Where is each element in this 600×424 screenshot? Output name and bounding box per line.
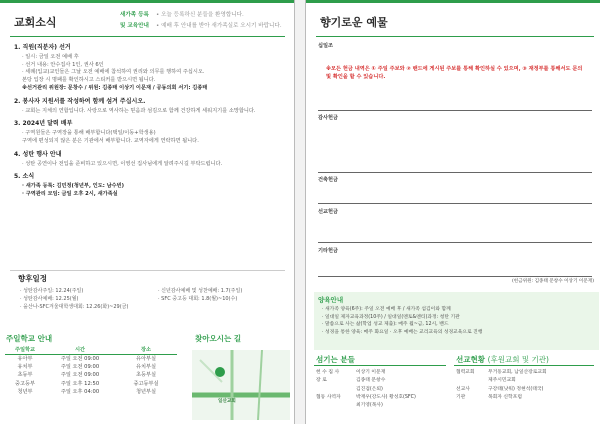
servers-names: 김진겸(은퇴) [356, 386, 383, 392]
schedule-block [20, 287, 290, 311]
page-title: 교회소식 [14, 16, 57, 29]
news-item-title: 2. 봉사자 지원서를 작성하여 함께 섬겨 주십시오. [14, 97, 146, 105]
servers-divider [314, 365, 446, 366]
servers-role: 헌 수 집 사 [316, 370, 340, 375]
schedule-item: · 신년감사예배 및 성찬예배: 1.7(주일) [158, 288, 243, 294]
nurture-line: · 일대일 제자교육과정(10주) / 일대일(멘토&멘티)과정: 청탄 기관 [322, 314, 460, 320]
servers-names: 최기영(목사) [356, 403, 383, 409]
news-item-title: 4. 성탄 행사 안내 [14, 150, 62, 158]
news-item-line: · 교회는 지체의 연합입니다. 사랑으로 역사하는 믿음과 섬김으로 함께 건강하게 세워지기를 소망합니다. [22, 107, 256, 114]
offering-notice: ※모든 헌금 내역은 ① 주일 주보와 ② 밴드에 게시된 주보를 통해 확인하실 수 있으며, ③ 재정부를 통해서도 문의 및 확인을 할 수 있습니다. [326, 66, 583, 80]
left-page [0, 0, 295, 424]
table-cell: 유치부실 [135, 363, 157, 370]
welcome-label: 및 교육안내 [120, 23, 149, 29]
news-item-line: · 세례(입교)교인들은 그날 오전 예배에 참석하여 권리와 의무를 행하여 주십시오. [22, 69, 205, 76]
servers-title: 섬기는 분들 [316, 355, 355, 364]
form-line [318, 110, 592, 111]
form-label-missions: 선교헌금 [318, 209, 339, 215]
form-line [318, 276, 592, 277]
table-header: 주일학교 [5, 345, 45, 355]
form-line [318, 172, 592, 173]
table-cell: 초등부 [17, 372, 33, 379]
table-cell: 청년부 [17, 389, 33, 396]
news-item-title: 5. 소식 [14, 173, 35, 181]
table-cell: 주일 오전 09:00 [60, 372, 100, 379]
table-header: 장소 [115, 345, 177, 355]
table-cell: 주일 오전 09:00 [60, 363, 100, 370]
servers-row [316, 386, 451, 394]
news-item-line: · 새가족 등록: 김민정(청년부, 인도: 남수빈) [22, 183, 125, 190]
schedule-item: · SFC 중고등 대회: 1.8(월)~10(수) [158, 296, 238, 302]
offering-counters: (헌금위원: 김종태 문창수 이상기 이문재) [512, 279, 594, 284]
form-label-tithe: 십일조 [318, 43, 334, 49]
mission-row [456, 377, 600, 385]
sunday-school-table [5, 345, 177, 397]
nurture-line: · 성경을 통한 양육: 매주 화요일 · 오후 예배는 교리교육의 성경교육으로 진행 [322, 329, 483, 335]
mission-category [456, 377, 488, 385]
location-map [192, 350, 290, 420]
mission-category: 기관 [456, 394, 466, 400]
mission-subtitle: (후원교회 및 기관) [487, 355, 549, 364]
servers-role [316, 402, 356, 410]
section-divider [10, 270, 285, 271]
right-page [305, 0, 600, 424]
servers-role [316, 386, 356, 394]
schedule-title: 향후일정 [18, 274, 47, 283]
welcome-row [120, 21, 290, 32]
servers-names: 박재우(강도사) 황성호(SFC) [356, 394, 416, 400]
mission-row [456, 394, 600, 402]
title-divider [316, 36, 594, 37]
table-cell: 주일 오전 09:00 [60, 355, 100, 362]
news-item-line: ※선거관리 위원장: 문창수 / 위원: 김종태 이상기 이문재 / 공동의회 서기: 김종태 [22, 84, 208, 91]
nurture-box [314, 292, 599, 350]
mission-divider [454, 365, 594, 366]
servers-list [316, 369, 451, 410]
servers-role: 장 로 [316, 378, 327, 384]
welcome-text: • 예배 후 안내를 받아 새가족실로 오시기 바랍니다. [156, 23, 282, 29]
table-cell: 청년부실 [135, 389, 157, 396]
form-line [318, 203, 592, 204]
welcome-row [120, 10, 290, 21]
mission-names: 제주시민교회 [488, 378, 516, 384]
table-header: 시간 [45, 345, 115, 355]
welcome-box [120, 10, 290, 32]
news-item-line: · 구역원들은 구역장을 통해 배부합니다(택일/이동+학생용) [22, 130, 156, 137]
table-row [5, 372, 177, 380]
mission-names: 무거동교회, 남일산장로교회 [488, 370, 547, 375]
news-item-line: 본당 입장 시 명패를 확인하시고 스티커를 받으시면 됩니다. [22, 77, 156, 84]
mission-row [456, 386, 600, 394]
church-location-marker [215, 367, 225, 377]
mission-category: 선교사 [456, 386, 470, 392]
servers-row [316, 402, 451, 410]
table-cell: 유치부 [17, 363, 33, 370]
servers-names: 이상기 이문재 [356, 370, 386, 375]
sunday-school-title: 주일학교 안내 [6, 334, 53, 343]
servers-row [316, 369, 451, 377]
table-row [5, 355, 177, 364]
servers-role: 협동 사역자 [316, 394, 341, 400]
servers-row [316, 377, 451, 385]
form-label-thanks: 감사헌금 [318, 115, 339, 121]
news-list [14, 44, 284, 199]
map-graphic [192, 350, 290, 420]
nurture-line: · 새가족 양육(6주): 주일 오전 예배 후 / 새가족 섬김이와 함께 [322, 307, 451, 312]
servers-row [316, 394, 451, 402]
table-cell: 초등부실 [135, 372, 157, 379]
mission-names: 목회자 신학포럼 [488, 394, 522, 400]
welcome-text: • 오늘 등록하신 분들을 환영합니다. [156, 12, 244, 18]
mission-names: 구강태(낫워) 정현석(태국) [488, 386, 544, 392]
schedule-item: · 을산나-SFC겨울대학생대회: 12.26(화)~29(금) [20, 304, 129, 310]
form-label-other: 기타헌금 [318, 248, 339, 254]
table-cell: 주일 오후 12:50 [60, 380, 100, 387]
schedule-col-1 [20, 287, 158, 311]
mission-title-text: 선교현황 [456, 355, 485, 364]
news-item-line: · 구역관리 모임: 금일 오후 2시, 새가족실 [22, 190, 118, 197]
welcome-label: 새가족 등록 [120, 12, 149, 18]
title-divider [10, 36, 285, 37]
news-item-line: 구역에 편성되지 않은 분은 기관에서 배부합니다. 교역자에게 연락하면 됩니다. [22, 137, 199, 144]
nurture-line: · 말씀으로 사는 삶(학업 성교 제출): 매주 월~금, 12시, 밴드 [322, 322, 449, 327]
page-gutter [295, 0, 305, 424]
table-cell: 주일 오후 04:00 [60, 389, 100, 396]
table-row [5, 389, 177, 397]
news-item-title: 3. 2024년 달력 배부 [14, 120, 73, 128]
news-item-title: 1. 직원(직분자) 선거 [14, 44, 71, 51]
table-row [5, 380, 177, 388]
top-accent-bar [306, 0, 600, 3]
schedule-item: · 성탄감사예배: 12.25(월) [20, 296, 79, 302]
mission-row [456, 369, 600, 377]
map-title: 찾아오시는 길 [195, 334, 242, 343]
news-item-line: · 성탄 공연이나 전입을 준비하고 있으시면, 이영선 집사님에게 알려주시길 부탁드립니다. [22, 160, 223, 167]
news-item-line: · 일시: 금일 오전 예배 후 [22, 53, 79, 60]
table-cell: 유아부 [17, 355, 33, 362]
church-label: 일산교회 [218, 399, 236, 404]
news-item-line: · 선거 내용: 안수집사 1인, 권사 6인 [22, 61, 104, 68]
servers-names: 김종태 문창수 [356, 378, 386, 384]
form-line [318, 242, 592, 243]
table-cell: 중고등부실 [133, 380, 159, 387]
top-accent-bar [0, 0, 294, 3]
offering-title: 향기로운 예물 [320, 16, 388, 29]
nurture-title: 양육안내 [318, 296, 344, 304]
schedule-item: · 성탄감사주일: 12.24(주일) [20, 288, 84, 294]
table-row [5, 363, 177, 371]
mission-category: 협력교회 [456, 370, 475, 375]
table-cell: 유아부실 [135, 355, 157, 362]
form-label-building: 건축헌금 [318, 177, 339, 183]
table-cell: 중고등부 [14, 380, 36, 387]
mission-title [456, 354, 549, 365]
mission-list [456, 369, 600, 402]
offering-form [318, 40, 592, 290]
schedule-col-2 [158, 287, 242, 311]
